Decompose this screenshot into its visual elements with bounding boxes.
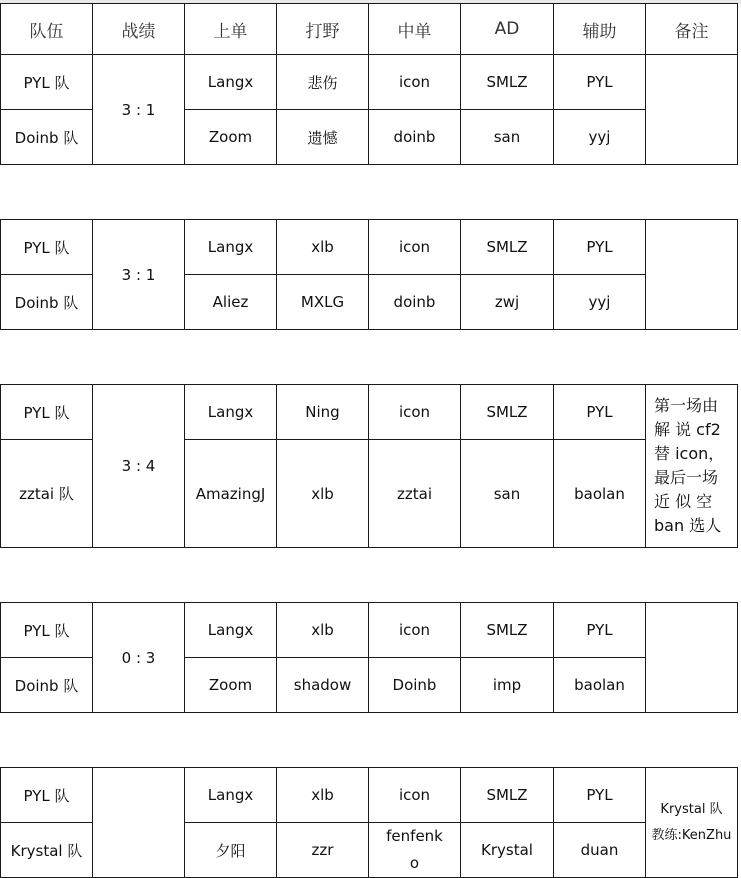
jungle-player: zzr <box>277 823 369 878</box>
mid-player: doinb <box>369 275 461 330</box>
header-score: 战绩 <box>93 4 185 55</box>
header-notes: 备注 <box>646 4 738 55</box>
mid-player: icon <box>369 385 461 440</box>
ad-player: san <box>461 440 554 548</box>
top-player: Langx <box>185 603 277 658</box>
top-player: Langx <box>185 385 277 440</box>
support-player: PYL <box>554 55 646 110</box>
top-player: Zoom <box>185 110 277 165</box>
match-score: 0 : 3 <box>93 603 185 713</box>
top-player: 夕阳 <box>185 823 277 878</box>
spacer-cell <box>1 713 738 768</box>
mid-player-name: fenfenko <box>386 827 443 872</box>
jungle-player: shadow <box>277 658 369 713</box>
ad-player: Krystal <box>461 823 554 878</box>
jungle-player: 遗憾 <box>277 110 369 165</box>
ad-player: SMLZ <box>461 220 554 275</box>
match-note <box>646 768 738 878</box>
jungle-player: xlb <box>277 603 369 658</box>
jungle-player: xlb <box>277 440 369 548</box>
team-name: PYL 队 <box>1 385 93 440</box>
jungle-player: 悲伤 <box>277 55 369 110</box>
match-score <box>93 768 185 878</box>
jungle-player: xlb <box>277 220 369 275</box>
header-team: 队伍 <box>1 4 93 55</box>
note-line: 解 说 cf2 <box>654 420 721 439</box>
table-row <box>1 55 738 110</box>
spacer-row <box>1 330 738 385</box>
top-player: Zoom <box>185 658 277 713</box>
match-note <box>646 385 738 548</box>
team-name: Doinb 队 <box>1 275 93 330</box>
match-note <box>646 220 738 330</box>
note-line: 教练:KenZhu <box>651 827 732 843</box>
mid-player: Doinb <box>369 658 461 713</box>
support-player: PYL <box>554 768 646 823</box>
mid-player: icon <box>369 603 461 658</box>
team-name: Doinb 队 <box>1 658 93 713</box>
mid-player <box>369 823 461 878</box>
note-line: ban 选人 <box>654 516 722 535</box>
ad-player: zwj <box>461 275 554 330</box>
spacer-row <box>1 165 738 220</box>
header-ad: AD <box>461 4 554 55</box>
header-jungle: 打野 <box>277 4 369 55</box>
match-score: 3 : 4 <box>93 385 185 548</box>
top-player: AmazingJ <box>185 440 277 548</box>
spacer-cell <box>1 165 738 220</box>
mid-player: icon <box>369 220 461 275</box>
note-line: 第一场由 <box>654 396 719 415</box>
ad-player: SMLZ <box>461 603 554 658</box>
support-player: baolan <box>554 658 646 713</box>
table-row <box>1 603 738 658</box>
header-support: 辅助 <box>554 4 646 55</box>
ad-player: SMLZ <box>461 768 554 823</box>
support-player: duan <box>554 823 646 878</box>
ad-player: san <box>461 110 554 165</box>
team-name: PYL 队 <box>1 55 93 110</box>
jungle-player: xlb <box>277 768 369 823</box>
jungle-player: MXLG <box>277 275 369 330</box>
spacer-row <box>1 713 738 768</box>
header-top: 上单 <box>185 4 277 55</box>
team-name: Krystal 队 <box>1 823 93 878</box>
table-row <box>1 220 738 275</box>
support-player: yyj <box>554 110 646 165</box>
header-row <box>1 4 738 55</box>
support-player: baolan <box>554 440 646 548</box>
top-player: Langx <box>185 55 277 110</box>
match-note <box>646 603 738 713</box>
mid-player: icon <box>369 55 461 110</box>
top-player: Langx <box>185 220 277 275</box>
top-player: Langx <box>185 768 277 823</box>
team-name: zztai 队 <box>1 440 93 548</box>
mid-player: doinb <box>369 110 461 165</box>
match-note <box>646 55 738 165</box>
note-line: 最后一场 <box>654 468 719 487</box>
support-player: PYL <box>554 603 646 658</box>
ad-player: SMLZ <box>461 55 554 110</box>
table-row <box>1 385 738 440</box>
mid-player: icon <box>369 768 461 823</box>
ad-player: SMLZ <box>461 385 554 440</box>
header-mid: 中单 <box>369 4 461 55</box>
support-player: PYL <box>554 385 646 440</box>
spacer-row <box>1 548 738 603</box>
jungle-player: Ning <box>277 385 369 440</box>
team-name: PYL 队 <box>1 768 93 823</box>
note-line: 近 似 空 <box>654 492 713 511</box>
team-name: Doinb 队 <box>1 110 93 165</box>
match-score: 3 : 1 <box>93 55 185 165</box>
note-line: Krystal 队 <box>660 801 723 817</box>
top-player: Aliez <box>185 275 277 330</box>
note-line: 替 icon， <box>654 444 725 463</box>
match-score: 3 : 1 <box>93 220 185 330</box>
ad-player: imp <box>461 658 554 713</box>
mid-player: zztai <box>369 440 461 548</box>
support-player: PYL <box>554 220 646 275</box>
spacer-cell <box>1 548 738 603</box>
table-row <box>1 768 738 823</box>
support-player: yyj <box>554 275 646 330</box>
team-name: PYL 队 <box>1 603 93 658</box>
lineup-table <box>0 3 738 878</box>
spacer-cell <box>1 330 738 385</box>
team-name: PYL 队 <box>1 220 93 275</box>
